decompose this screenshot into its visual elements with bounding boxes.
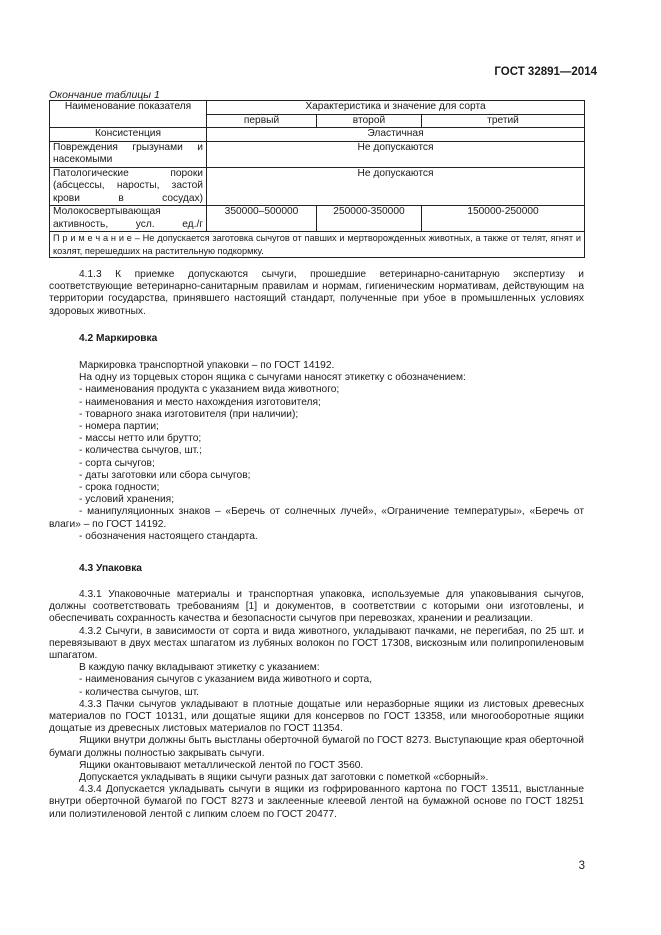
paragraph-marking-1: Маркировка транспортной упаковки – по ГОСТ 14192. bbox=[79, 360, 335, 371]
list-item: - товарного знака изготовителя (при наличии); bbox=[79, 408, 299, 420]
characteristics-table bbox=[49, 100, 585, 258]
list-item: - срока годности; bbox=[79, 482, 160, 494]
paragraph-marking-2: На одну из торцевых сторон ящика с сычугами наносят этикетку с обозначением: bbox=[79, 372, 466, 384]
row-value-grade-2: 250000-350000 bbox=[317, 206, 422, 232]
list-item: - количества сычугов, шт. bbox=[79, 686, 199, 698]
list-item: - наименования и место нахождения изготовителя; bbox=[79, 396, 321, 408]
list-item: - номера партии; bbox=[79, 421, 159, 433]
page-number: 3 bbox=[578, 860, 585, 872]
grade-header-1: первый bbox=[207, 114, 317, 128]
section-4-3 bbox=[49, 563, 584, 575]
row-name: Повреждения грызунами и насекомыми bbox=[50, 141, 207, 167]
paragraph-4-1-3: 4.1.3 К приемке допускаются сычуги, прошедшие ветеринарно-санитарную экспертизу и соответствующие ветеринарно-санитарным правилам и нормам, гигиеническим нормативам, действующим на территории государства, принявшего настоящий стандарт, полученные при убое в промышленных условиях здоровых животных. bbox=[49, 269, 584, 317]
list-item: - наименования сычугов с указанием вида животного и сорта, bbox=[79, 674, 373, 686]
col-header-characteristic: Характеристика и значение для сорта bbox=[207, 101, 585, 115]
section-413 bbox=[49, 269, 584, 318]
grade-header-2: второй bbox=[317, 114, 422, 128]
table-caption: Окончание таблицы 1 bbox=[49, 89, 160, 101]
paragraph-4-3-2-b: В каждую пачку вкладывают этикетку с указанием: bbox=[79, 662, 320, 674]
row-name: Патологические пороки (абсцессы, наросты, застой крови в сосудах) bbox=[50, 167, 207, 206]
heading-marking: 4.2 Маркировка bbox=[79, 333, 158, 344]
section-4-2 bbox=[49, 333, 584, 345]
row-value-grade-3: 150000-250000 bbox=[422, 206, 585, 232]
list-item-manipulation: - манипуляционных знаков – «Беречь от солнечных лучей», «Ограничение температуры», «Беречь от влаги» – по ГОСТ 14192. bbox=[49, 506, 584, 530]
row-value: Не допускаются bbox=[207, 167, 585, 206]
paragraph-4-3-3-c: Ящики окантовывают металлической лентой по ГОСТ 3560. bbox=[79, 759, 364, 771]
table-note: П р и м е ч а н и е – Не допускается заготовка сычугов от павших и мертворожденных животных, а также от телят, ягнят и козлят, перешедших на растительную подкормку. bbox=[50, 232, 585, 258]
grade-header-3: третий bbox=[422, 114, 585, 128]
row-name: Молокосвертывающая активность, усл. ед./г bbox=[50, 206, 207, 232]
row-value: Эластичная bbox=[207, 128, 585, 142]
table-row bbox=[50, 128, 585, 142]
paragraph-4-3-3-b: Ящики внутри должны быть выстланы оберточной бумагой по ГОСТ 8273. Выступающие края оберточной бумаги должны полностью закрывать сычуги. bbox=[49, 735, 584, 759]
list-item: - обозначения настоящего стандарта. bbox=[79, 530, 258, 542]
row-value-grade-1: 350000–500000 bbox=[207, 206, 317, 232]
paragraph-4-3-3: 4.3.3 Пачки сычугов укладывают в плотные дощатые или неразборные ящики из листовых древесных материалов по ГОСТ 10131, или дощатые ящики для консервов по ГОСТ 13358, или многооборотные ящики дощатые из древесных листовых материалов по ГОСТ 11354. bbox=[49, 698, 584, 735]
paragraph-4-3-4: 4.3.4 Допускается укладывать сычуги в ящики из гофрированного картона по ГОСТ 13511, выстланные внутри оберточной бумагой по ГОСТ 8273 и заклеенные клеевой лентой на бумажной основе по ГОСТ 18251 или полиэтиленовой лентой с липким слоем по ГОСТ 20477. bbox=[49, 784, 584, 820]
list-item: - массы нетто или брутто; bbox=[79, 433, 202, 445]
table-note-row bbox=[50, 232, 585, 258]
marking-list bbox=[49, 360, 584, 543]
row-name: Консистенция bbox=[50, 128, 207, 142]
paragraph-4-3-3-d: Допускается укладывать в ящики сычуги разных дат заготовки с пометкой «сборный». bbox=[79, 772, 489, 784]
table-row bbox=[50, 141, 585, 167]
packing-text bbox=[49, 589, 584, 821]
list-item: - сорта сычугов; bbox=[79, 457, 155, 469]
paragraph-4-3-1: 4.3.1 Упаковочные материалы и транспортная упаковка, используемые для упаковывания сычугов, должны соответствовать требованиям [1] и документов, в соответствии с которыми они изготовлены, и обеспечивать сохранность качества и безопасности сычугов при перевозках, хранении и реализации. bbox=[49, 589, 584, 625]
paragraph-4-3-2: 4.3.2 Сычуги, в зависимости от сорта и вида животного, укладывают пачками, не перегибая, по 25 шт. и перевязывают в двух местах шпагатом из лубяных волокон по ГОСТ 17308, вискозным или полипропиленовым шпагатом. bbox=[49, 625, 584, 662]
row-value: Не допускаются bbox=[207, 141, 585, 167]
list-item: - наименования продукта с указанием вида животного; bbox=[79, 384, 340, 396]
list-item: - количества сычугов, шт.; bbox=[79, 445, 202, 457]
list-item: - условий хранения; bbox=[79, 494, 175, 506]
table-row bbox=[50, 206, 585, 232]
col-header-name: Наименование показателя bbox=[50, 101, 207, 128]
table-row bbox=[50, 167, 585, 206]
heading-packing: 4.3 Упаковка bbox=[79, 563, 142, 574]
list-item: - даты заготовки или сбора сычугов; bbox=[79, 469, 251, 481]
document-code: ГОСТ 32891—2014 bbox=[494, 66, 597, 78]
